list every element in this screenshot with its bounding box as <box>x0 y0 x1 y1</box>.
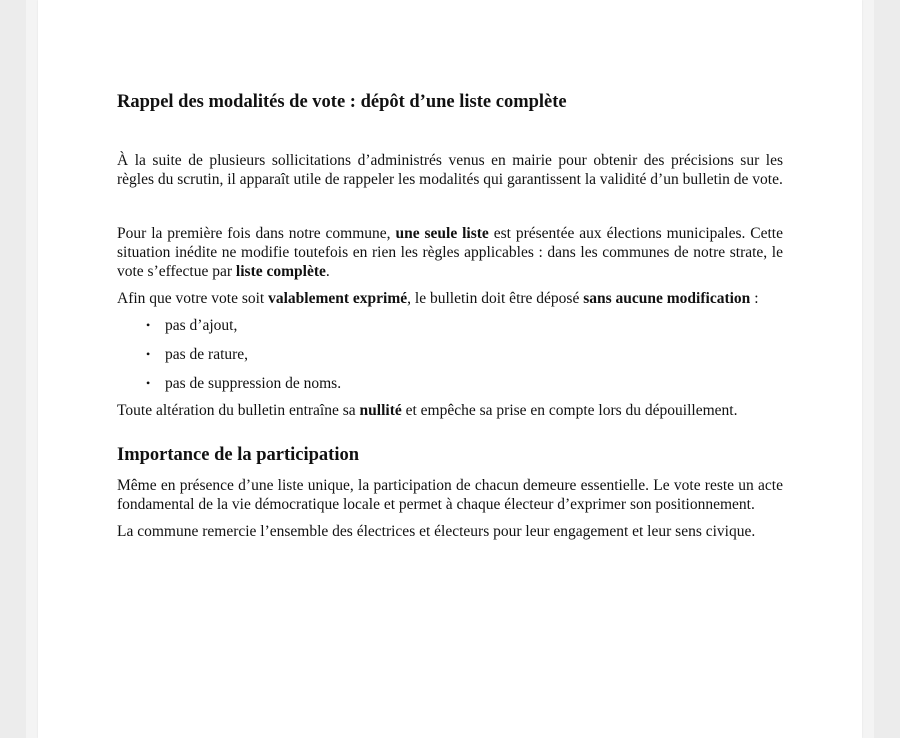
document-page <box>38 0 862 738</box>
thanks-paragraph: La commune remercie l’ensemble des électrices et électeurs pour leur engagement et leur sens civique. <box>117 523 756 540</box>
text-segment: . <box>325 263 330 280</box>
valid-vote-paragraph <box>117 289 783 308</box>
text-segment: Pour la première fois dans notre commune, <box>117 225 396 242</box>
bold-segment: liste complète <box>235 263 326 280</box>
list-item <box>117 345 783 364</box>
list-item-text: pas d’ajout, <box>165 317 238 334</box>
document-title: Rappel des modalités de vote : dépôt d’une liste complète <box>117 92 567 112</box>
bold-segment: sans aucune modification <box>583 290 751 307</box>
section-heading-participation: Importance de la participation <box>117 445 360 465</box>
page-right-edge <box>862 0 874 738</box>
bold-segment: nullité <box>359 402 402 419</box>
list-item-text: pas de rature, <box>165 346 249 363</box>
bullet-icon: • <box>146 318 151 332</box>
text-segment: : <box>750 290 759 307</box>
intro-paragraph: À la suite de plusieurs sollicitations d’administrés venus en mairie pour obtenir des précisions sur les règles du scrutin, il apparaît utile de rappeler les modalités qui garantissent la validité d’un bulletin de vote. <box>117 152 783 188</box>
bold-segment: une seule liste <box>395 225 489 242</box>
document-body <box>117 89 783 541</box>
rules-list <box>117 316 783 393</box>
nullity-paragraph <box>117 401 783 420</box>
single-list-paragraph <box>117 224 783 281</box>
bold-segment: valablement exprimé <box>268 290 408 307</box>
list-item-text: pas de suppression de noms. <box>165 375 342 392</box>
bullet-icon: • <box>146 347 151 361</box>
text-segment: est présentée aux élections municipales. Cette situation inédite ne modifie toutefois en rien les règles applicables : dans les communes de notre strate, le vote s’effectue par <box>117 225 783 280</box>
list-item <box>117 374 783 393</box>
bullet-icon: • <box>146 376 151 390</box>
text-segment: , le bulletin doit être déposé <box>407 290 584 307</box>
text-segment: et empêche sa prise en compte lors du dépouillement. <box>401 402 738 419</box>
text-segment: Afin que votre vote soit <box>117 290 269 307</box>
text-segment: Toute altération du bulletin entraîne sa <box>117 402 360 419</box>
page-left-edge <box>26 0 38 738</box>
list-item <box>117 316 783 335</box>
participation-paragraph: Même en présence d’une liste unique, la participation de chacun demeure essentielle. Le vote reste un acte fondamental de la vie démocratique locale et permet à chaque électeur d’exprimer son positionnement. <box>117 477 783 513</box>
